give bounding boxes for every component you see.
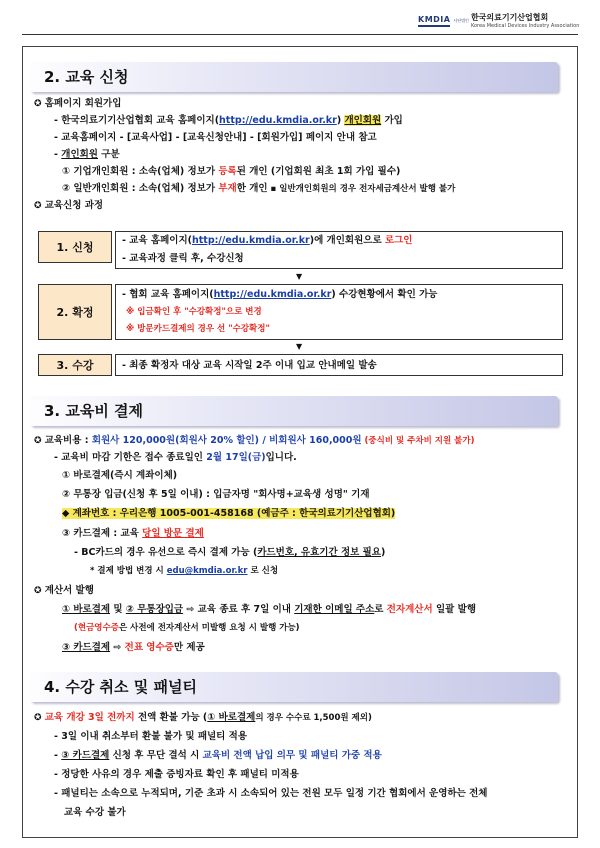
step1-label: 1. 신청 — [38, 231, 112, 263]
cancel-line2: - ③ 카드결제 신청 후 무단 결석 시 교육비 전액 납입 의무 및 패널티 가중 적용 — [54, 750, 382, 761]
membership-line2: - 교육홈페이지 - [교육사업] - [교육신청안내] - [회원가입] 페이지 안내 참고 — [54, 132, 377, 143]
step3-line1: - 최종 확정자 대상 교육 시작일 2주 이내 입교 안내메일 발송 — [122, 360, 377, 371]
payment-change-line: * 결제 방법 변경 시 edu@kmdia.or.kr 로 신청 — [90, 566, 279, 576]
logo-mark: KMDIA — [418, 15, 450, 27]
step1-line2: - 교육과정 클릭 후, 수강신청 — [122, 253, 244, 264]
step2-line1: - 협회 교육 홈페이지(http://edu.kmdia.or.kr) 수강현황에서 확인 가능 — [122, 289, 438, 300]
header-logo — [418, 12, 579, 29]
step2-line3: ※ 방문카드결제의 경우 선 "수강확정" — [126, 324, 270, 334]
refund-line: ✪ 교육 개강 3일 전까지 전액 환불 가능 (① 바로결제의 경우 수수료 1,500원 제외) — [34, 712, 372, 723]
account-number: ◆ 계좌번호 : 우리은행 1005-001-458168 (예금주 : 한국의료기기산업협회) — [62, 508, 396, 519]
section2-title: 2. 교육 신청 — [30, 62, 558, 92]
step1-line1: - 교육 홈페이지(http://edu.kmdia.or.kr)에 개인회원으로 로그인 — [122, 235, 413, 246]
invoice-heading: ✪ 계산서 발행 — [34, 585, 94, 596]
step2-label: 2. 확정 — [38, 284, 112, 340]
individual-member-link[interactable]: 개인회원 — [344, 115, 382, 126]
logo-text — [471, 12, 579, 29]
org-name-en: Korea Medical Devices Industry Association — [470, 23, 580, 29]
org-name-ko: 한국의료기기산업협회 — [470, 13, 549, 22]
header-divider — [22, 34, 578, 35]
invoice-line1: ① 바로결제 및 ② 무통장입금 ⇨ 교육 종료 후 7일 이내 기재한 이메일 주소로 전자계산서 일괄 발행 — [62, 604, 476, 615]
section3-title: 3. 교육비 결제 — [30, 396, 558, 426]
down-arrow-icon: ▼ — [296, 342, 303, 351]
process-heading: ✪ 교육신청 과정 — [34, 200, 104, 211]
edu-email-link[interactable]: edu@kmdia.or.kr — [166, 566, 248, 576]
payment-option-3: ③ 카드결제 : 교육 당일 방문 결제 — [62, 528, 204, 539]
membership-line1: - 한국의료기기산업협회 교육 홈페이지(http://edu.kmdia.or.kr) 개인회원 가입 — [54, 115, 403, 126]
member-type-1: ① 기업개인회원 : 소속(업체) 정보가 등록된 개인 (기업회원 최초 1회 가입 필수) — [62, 166, 401, 177]
cancel-line5: 교육 수강 불가 — [64, 807, 126, 818]
member-type-2: ② 일반개인회원 : 소속(업체) 정보가 부재한 개인 ▪ 일반개인회원의 경우 전자세금계산서 발행 불가 — [62, 183, 456, 194]
membership-heading: ✪ 홈페이지 회원가입 — [34, 98, 122, 109]
deadline-line: - 교육비 마감 기한은 접수 종료일인 2월 17일(금)입니다. — [54, 452, 297, 463]
payment-option-1: ① 바로결제(즉시 계좌이체) — [62, 470, 178, 481]
edu-url-link[interactable]: http://edu.kmdia.or.kr — [219, 115, 337, 126]
section4-title: 4. 수강 취소 및 패널티 — [30, 672, 558, 702]
step2-line2: ※ 입금확인 후 "수강확정"으로 변경 — [126, 307, 262, 317]
payment-option-2: ② 무통장 입금(신청 후 5일 이내) : 입금자명 "회사명+교육생 성명" 기재 — [62, 489, 370, 500]
invoice-note: (현금영수증은 사전에 전자계산서 미발행 요청 시 발행 가능) — [74, 623, 300, 633]
invoice-line3: ③ 카드결제 ⇨ 전표 영수증만 제공 — [62, 642, 205, 653]
logo-small-text: 사단법인 — [453, 17, 469, 23]
cancel-line1: - 3일 이내 취소부터 환불 불가 및 패널티 적용 — [54, 731, 248, 742]
membership-line3: - 개인회원 구분 — [54, 149, 120, 160]
cancel-line3: - 정당한 사유의 경우 제출 증빙자료 확인 후 패널티 미적용 — [54, 769, 299, 780]
bc-card-line: - BC카드의 경우 유선으로 즉시 결제 가능 (카드번호, 유효기간 정보 필요) — [74, 547, 386, 558]
down-arrow-icon: ▼ — [296, 272, 303, 281]
step3-label: 3. 수강 — [38, 354, 112, 376]
fee-line: ✪ 교육비용 : 회원사 120,000원(회원사 20% 할인) / 비회원사 160,000원 (중식비 및 주차비 지원 불가) — [34, 435, 475, 446]
cancel-line4: - 패널티는 소속으로 누적되며, 기준 초과 시 소속되어 있는 전원 모두 일정 기간 협회에서 운영하는 전체 — [54, 788, 488, 799]
